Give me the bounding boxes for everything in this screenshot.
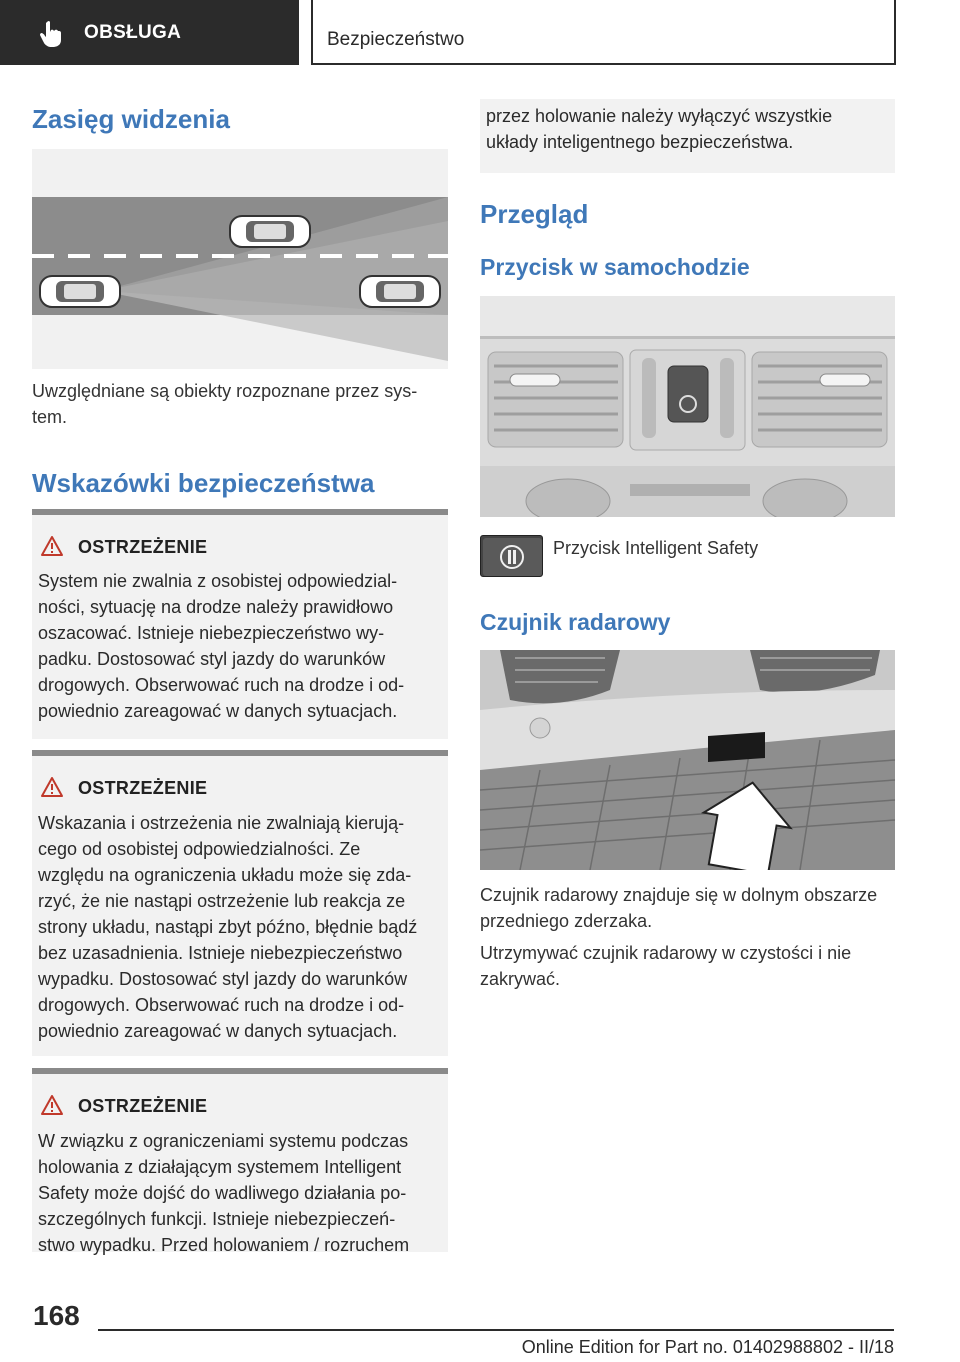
radar-sensor-photo xyxy=(480,650,895,870)
intelligent-safety-button-image xyxy=(480,535,543,577)
warning-triangle-icon xyxy=(40,1094,64,1116)
warning-triangle-icon xyxy=(40,535,64,557)
button-caption: Przycisk Intelligent Safety xyxy=(553,538,759,558)
heading-safety-notes: Wskazówki bezpieczeństwa xyxy=(32,468,375,498)
heading-vision-range: Zasięg widzenia xyxy=(32,104,230,134)
warning-text: System nie zwalnia z osobistej odpowiedzial- ności, sytuację na drodze należy prawidłowo oszacować. Istnieje niebezpieczeństwo wy- padku. Dostosować styl jazdy do warunków drogowych. Obserwować ruch na drodze i od- powiednio zareagować w danych sytuacjach. xyxy=(38,571,405,721)
car-icon xyxy=(230,216,310,247)
chapter-label: Bezpieczeństwo xyxy=(327,29,465,50)
car-icon xyxy=(40,276,120,307)
warning-box xyxy=(32,750,448,1056)
warning-text: W związku z ograniczeniami systemu podczas holowania z działającym systemem Intelligent Safety może dojść do wadliwego działania po- szczególnych funkcji. Istnieje niebezpieczeń- stwo wypadku. Przed holowaniem / rozruchem xyxy=(38,1131,410,1255)
heading-radar-sensor: Czujnik radarowy xyxy=(480,609,671,635)
chapter-tab xyxy=(311,0,896,65)
warning-continuation: przez holowanie należy wyłączyć wszystkie układy inteligentnego bezpieczeństwa. xyxy=(480,99,895,173)
warning-title: OSTRZEŻENIE xyxy=(78,778,208,798)
dashboard-button-photo xyxy=(480,296,895,517)
heading-button-in-car: Przycisk w samochodzie xyxy=(480,254,750,280)
hand-pointer-icon xyxy=(38,20,64,48)
warning-triangle-icon xyxy=(40,776,64,798)
intelligent-safety-icon xyxy=(481,536,543,577)
road-diagram xyxy=(32,149,448,369)
warning-box xyxy=(32,509,448,739)
radar-text-2: Utrzymywać czujnik radarowy w czystości i nie zakrywać. xyxy=(480,943,852,989)
heading-overview: Przegląd xyxy=(480,199,589,229)
warning-box xyxy=(32,1068,448,1255)
warning-text: Wskazania i ostrzeżenia nie zwalniają kierują- cego od osobistej odpowiedzialności. Ze względu na ograniczenia układu może się zda- rzyć, że nie nastąpi ostrzeżenie lub reakcja ze strony układu, nastąpi zbyt późno, błędnie bądź bez uzasadnienia. Istnieje niebezpieczeństwo wypadku. Dostosować styl jazdy do warunków drogowych. Obserwować ruch na drodze i od- powiednio zareagować w danych sytuacjach. xyxy=(38,813,418,1041)
warning-title: OSTRZEŻENIE xyxy=(78,1096,208,1116)
section-tab xyxy=(0,0,299,65)
section-label: OBSŁUGA xyxy=(84,22,182,43)
page-number: 168 xyxy=(33,1300,80,1331)
footer-divider xyxy=(98,1329,894,1331)
vision-caption: Uwzględniane są obiekty rozpoznane przez sys- tem. xyxy=(32,381,418,427)
car-icon xyxy=(360,276,440,307)
edition-note: Online Edition for Part no. 01402988802 - II/18 xyxy=(521,1337,894,1357)
warning-title: OSTRZEŻENIE xyxy=(78,537,208,557)
radar-text-1: Czujnik radarowy znajduje się w dolnym obszarze przedniego zderzaka. xyxy=(480,885,878,931)
vision-range-illustration xyxy=(32,149,448,369)
